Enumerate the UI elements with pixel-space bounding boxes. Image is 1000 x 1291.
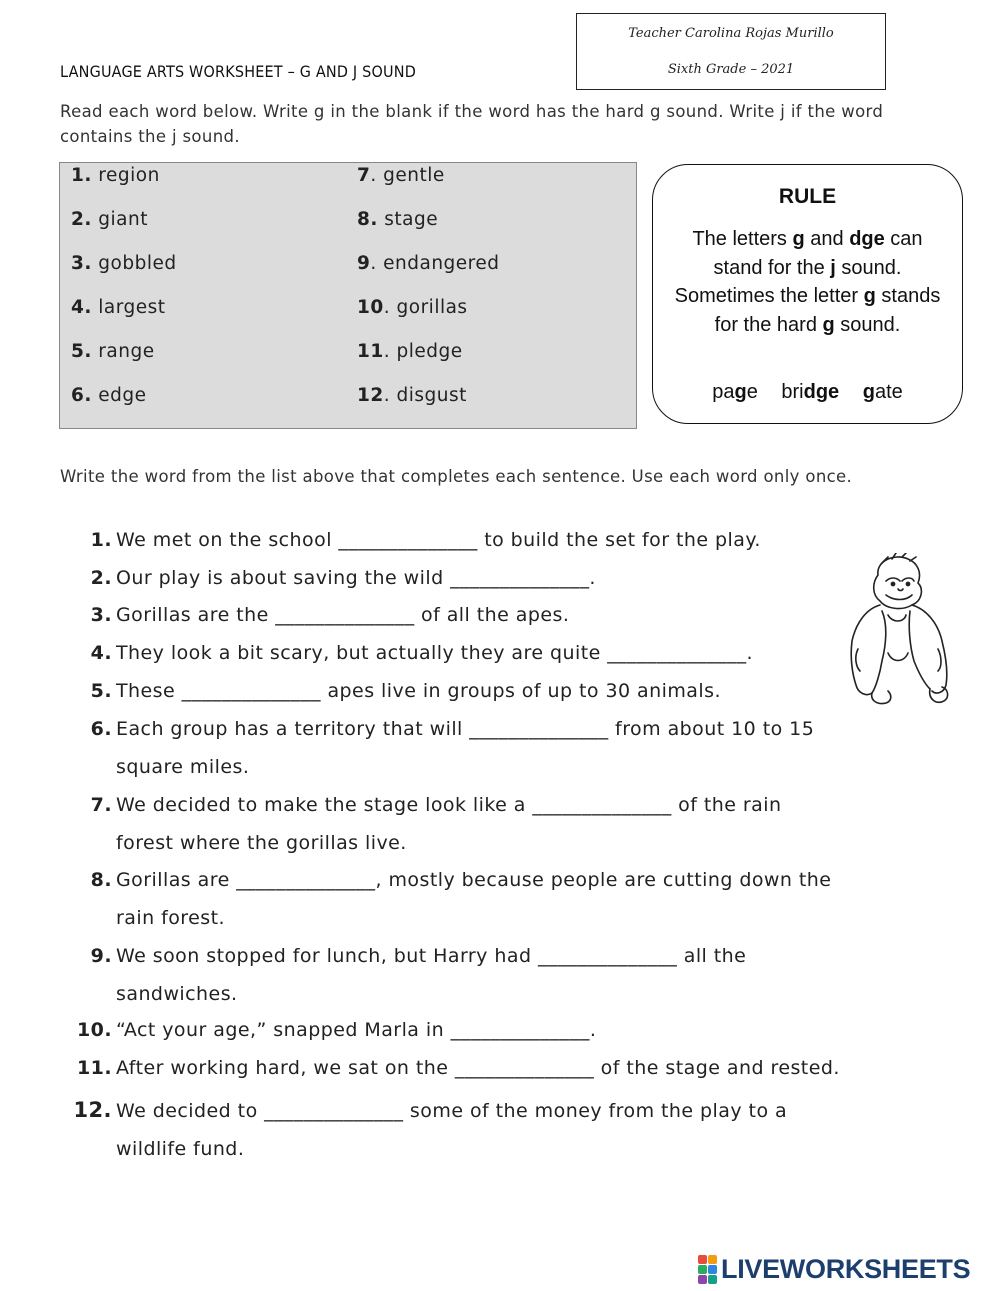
word-item: 11. pledge bbox=[357, 341, 463, 362]
teacher-info-box bbox=[576, 13, 886, 90]
logo-square bbox=[698, 1275, 707, 1284]
example-gate: gate bbox=[862, 381, 903, 403]
word-item: 4. largest bbox=[71, 297, 166, 318]
logo-square bbox=[698, 1255, 707, 1264]
sentence-item: 4. They look a bit scary, but actually they are quite ______________. bbox=[90, 642, 754, 664]
sentence-item: 5. These ______________ apes live in groups of up to 30 animals. bbox=[90, 680, 721, 702]
logo-square bbox=[698, 1265, 707, 1274]
instructions-part-1: Read each word below. Write g in the blank if the word has the hard g sound. Write j if the word contains the j sound. bbox=[60, 102, 884, 146]
word-item: 12. disgust bbox=[357, 385, 467, 406]
example-bridge: bridge bbox=[781, 381, 840, 403]
logo-mark-icon bbox=[698, 1255, 717, 1284]
sentence-item: 9. We soon stopped for lunch, but Harry had ______________ all the sandwiches. bbox=[90, 945, 747, 1005]
instructions-part-2: Write the word from the list above that completes each sentence. Use each word only once. bbox=[60, 467, 853, 486]
rule-examples bbox=[653, 381, 962, 404]
word-list-box bbox=[59, 162, 637, 429]
word-item: 1. region bbox=[71, 165, 160, 186]
rule-title: RULE bbox=[778, 185, 837, 208]
worksheet-title: LANGUAGE ARTS WORKSHEET – G AND J SOUND bbox=[60, 62, 416, 81]
rule-box bbox=[652, 164, 963, 424]
sentence-item: 6. Each group has a territory that will ______________ from about 10 to 15 square miles. bbox=[90, 718, 815, 778]
logo-square bbox=[708, 1255, 717, 1264]
word-item: 6. edge bbox=[71, 385, 147, 406]
sentence-item: 3. Gorillas are the ______________ of all the apes. bbox=[90, 604, 570, 626]
word-item: 3. gobbled bbox=[71, 253, 177, 274]
word-item: 10. gorillas bbox=[357, 297, 468, 318]
word-item: 7. gentle bbox=[357, 165, 445, 186]
word-item: 2. giant bbox=[71, 209, 148, 230]
word-item: 5. range bbox=[71, 341, 155, 362]
teacher-name: Teacher Carolina Rojas Murillo bbox=[628, 26, 834, 41]
word-item: 8. stage bbox=[357, 209, 439, 230]
sentence-item: 8. Gorillas are ______________, mostly because people are cutting down the rain forest. bbox=[90, 869, 832, 929]
rule-text: The letters g and dge can stand for the j sound. Sometimes the letter g stands for the hard g sound. bbox=[674, 228, 941, 336]
grade-year: Sixth Grade – 2021 bbox=[667, 62, 795, 77]
liveworksheets-logo bbox=[698, 1253, 970, 1285]
example-page: page bbox=[712, 381, 758, 403]
sentence-item: 1. We met on the school ______________ to build the set for the play. bbox=[90, 529, 761, 551]
logo-square bbox=[708, 1265, 717, 1274]
logo-square bbox=[708, 1275, 717, 1284]
sentence-item: 11. After working hard, we sat on the ______________ of the stage and rested. bbox=[76, 1057, 840, 1079]
sentence-item: 7. We decided to make the stage look like a ______________ of the rain forest where the gorillas live. bbox=[90, 794, 782, 854]
sentence-item: 10. “Act your age,” snapped Marla in ______________. bbox=[76, 1019, 597, 1041]
sentence-item: 12. We decided to ______________ some of the money from the play to a wildlife fund. bbox=[73, 1098, 788, 1160]
gorilla-illustration bbox=[842, 553, 954, 713]
sentence-item: 2. Our play is about saving the wild ______________. bbox=[90, 567, 596, 589]
word-item: 9. endangered bbox=[357, 253, 500, 274]
logo-text: LIVEWORKSHEETS bbox=[721, 1253, 971, 1284]
